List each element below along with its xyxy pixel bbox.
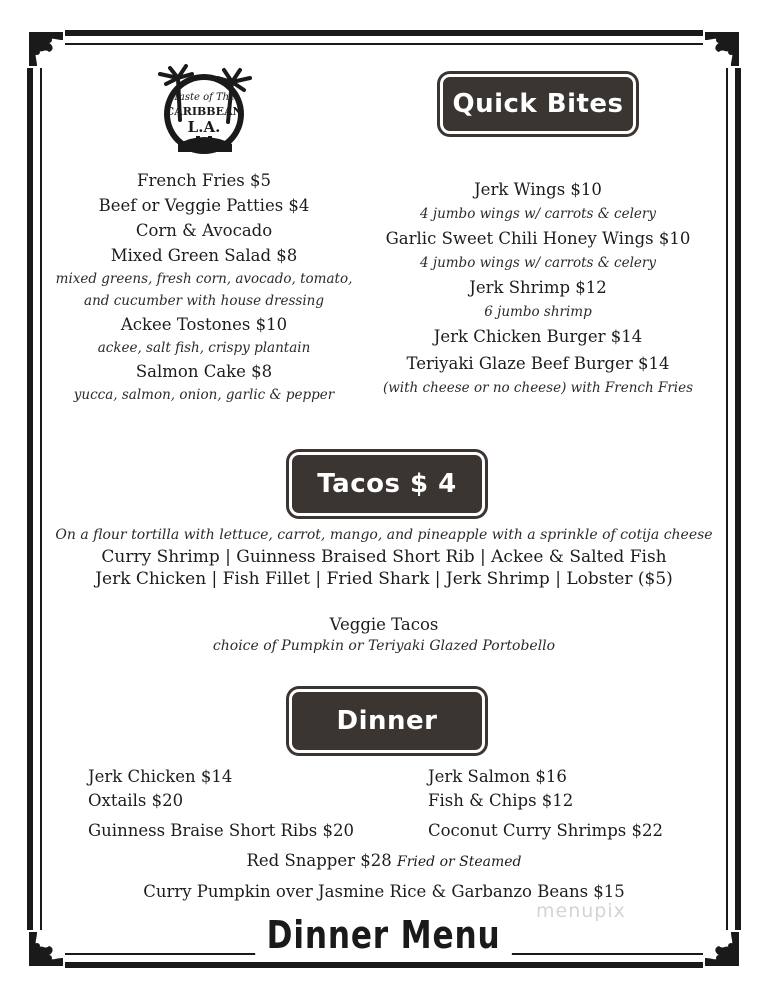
- dinner-item: Guinness Braise Short Ribs $20: [88, 821, 354, 840]
- menu-item-name: Jerk Shrimp $12: [469, 278, 607, 297]
- menu-item-name: Ackee Tostones $10: [120, 315, 288, 334]
- logo-line-1: Taste of The: [172, 92, 236, 103]
- quick-bites-right-column: [370, 176, 706, 399]
- menu-item-name: Garlic Sweet Chili Honey Wings $10: [385, 229, 691, 248]
- page-title: [0, 908, 768, 962]
- logo-line-3: L.A.: [187, 118, 221, 136]
- corner-ornament-icon: [703, 30, 741, 68]
- tacos-options-line-1: Curry Shrimp | Guinness Braised Short Rib | Ackee & Salted Fish: [101, 547, 667, 567]
- menu-item-description: 6 jumbo shrimp: [484, 304, 592, 320]
- dinner-item: Coconut Curry Shrimps $22: [428, 821, 663, 840]
- dinner-item: Fish & Chips $12: [428, 791, 574, 810]
- dinner-item: Jerk Salmon $16: [428, 767, 567, 786]
- dinner-item-snapper: [40, 849, 728, 874]
- quick-bites-banner: Quick Bites: [440, 74, 636, 134]
- logo-line-2: CARIBBEAN: [165, 105, 243, 118]
- menu-item-name: Corn & Avocado: [135, 221, 273, 240]
- menu-item-description: yucca, salmon, onion, garlic & pepper: [73, 387, 335, 403]
- veggie-tacos: [40, 614, 728, 656]
- tacos-description: On a flour tortilla with lettuce, carrot, mango, and pineapple with a sprinkle of cotija cheese: [55, 527, 713, 543]
- tacos-options-line-2: Jerk Chicken | Fish Fillet | Fried Shark | Jerk Shrimp | Lobster ($5): [95, 569, 673, 589]
- dinner-item: Jerk Chicken $14: [88, 767, 233, 786]
- menu-item-description: and cucumber with house dressing: [84, 293, 324, 309]
- page-title-text: Dinner Menu: [256, 908, 513, 962]
- veggie-tacos-description: choice of Pumpkin or Teriyaki Glazed Portobello: [212, 638, 556, 654]
- dinner-item-name: Red Snapper $28: [246, 851, 392, 870]
- quick-bites-left-column: [48, 168, 360, 406]
- menu-item-description: 4 jumbo wings w/ carrots & celery: [420, 206, 656, 222]
- menu-item-name: Jerk Chicken Burger $14: [433, 327, 643, 346]
- menu-item-description: (with cheese or no cheese) with French Fries: [382, 380, 694, 396]
- menu-item-name: French Fries $5: [137, 171, 271, 190]
- dinner-item: Curry Pumpkin over Jasmine Rice & Garbanzo Beans $15: [143, 882, 625, 901]
- corner-ornament-icon: [27, 30, 65, 68]
- menu-item-name: Salmon Cake $8: [135, 362, 273, 381]
- menu-item-name: Teriyaki Glaze Beef Burger $14: [406, 354, 670, 373]
- menu-item-name: Beef or Veggie Patties $4: [98, 196, 310, 215]
- veggie-tacos-title: Veggie Tacos: [329, 615, 439, 634]
- menu-item-name: Jerk Wings $10: [474, 180, 602, 199]
- menu-item-description: ackee, salt fish, crispy plantain: [97, 340, 311, 356]
- dinner-item: Oxtails $20: [88, 791, 184, 810]
- dinner-item-note: Fried or Steamed: [397, 854, 522, 870]
- tacos-section: [40, 524, 728, 590]
- menu-item-description: 4 jumbo wings w/ carrots & celery: [420, 255, 656, 271]
- menu-item-name: Mixed Green Salad $8: [110, 246, 298, 265]
- tacos-banner: Tacos $ 4: [289, 452, 485, 516]
- dinner-banner: Dinner: [289, 689, 485, 753]
- restaurant-logo: [148, 58, 260, 158]
- menu-item-description: mixed greens, fresh corn, avocado, tomato,: [55, 271, 353, 287]
- watermark: menupix: [536, 900, 626, 922]
